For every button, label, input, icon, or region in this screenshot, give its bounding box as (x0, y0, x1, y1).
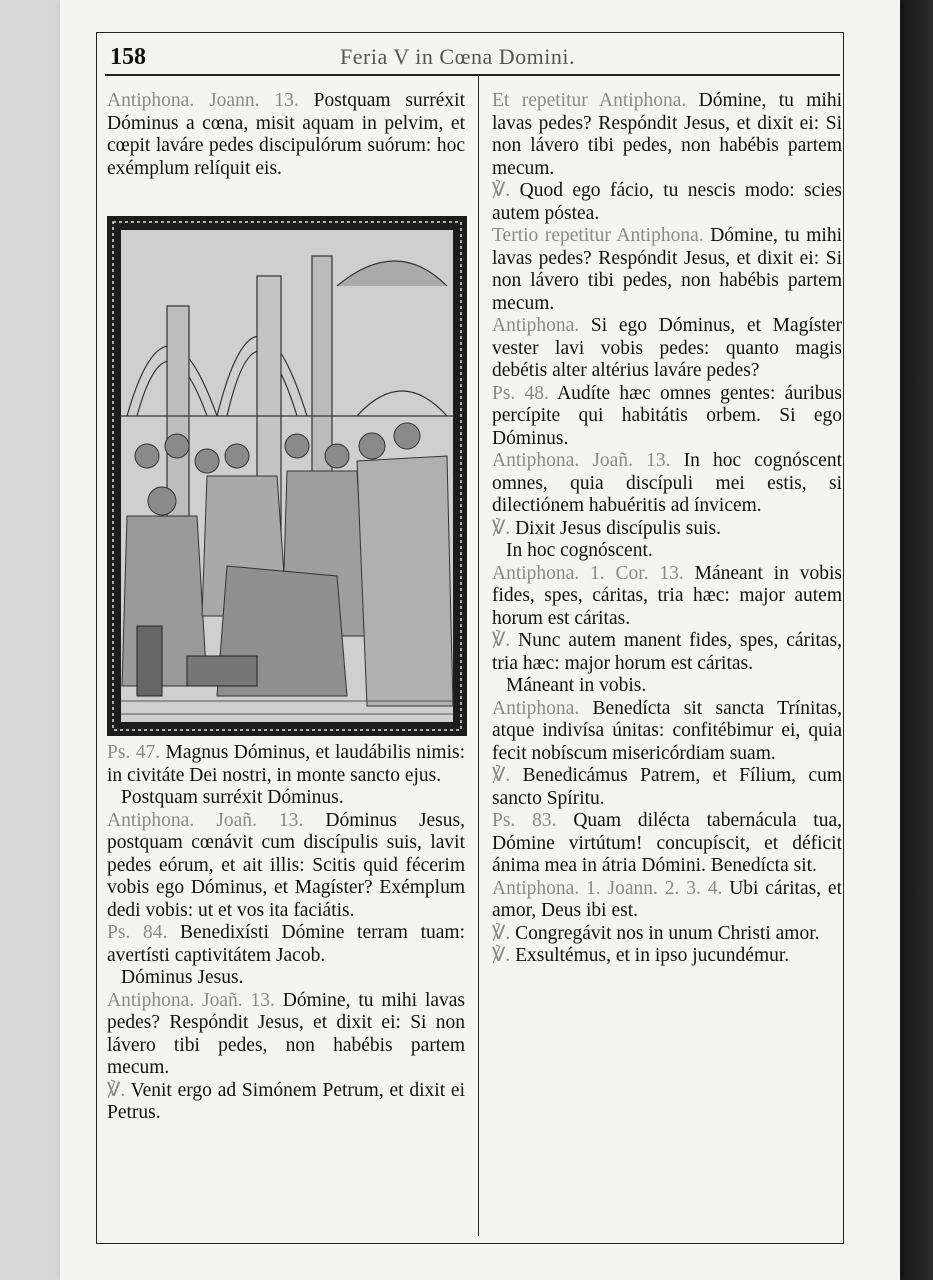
text-paragraph (492, 315, 842, 383)
paragraph-text: Exsultémus, et in ipso jucundémur. (515, 945, 790, 966)
header-rule (105, 74, 840, 76)
text-paragraph (107, 1080, 465, 1125)
rubric-label: Antiphona. Joañ. 13. (492, 450, 671, 471)
paragraph-text: Nunc autem manent fides, spes, cáritas, tria hæc: major horum est cáritas. (492, 630, 842, 674)
engraving-illustration (107, 216, 467, 736)
text-paragraph (107, 990, 465, 1080)
text-paragraph (107, 742, 465, 787)
text-paragraph (492, 698, 842, 766)
paragraph-text: Si ego Dóminus, et Magíster vester lavi vobis pedes: quanto magis debétis alter altérius laváre pedes? (492, 315, 842, 381)
page-number: 158 (110, 44, 146, 70)
rubric-label: Antiphona. 1. Cor. 13. (492, 562, 684, 584)
paragraph-text: Postquam surréxit Dóminus a cœna, misit aquam in pelvim, et cœpit laváre pedes discipulórum suórum: hoc exémplum relíquit eis. (107, 90, 465, 179)
text-paragraph (492, 945, 842, 968)
rubric-label: Antiphona. (492, 697, 580, 719)
paragraph-text: Quod ego fácio, tu nescis modo: scies autem póstea. (492, 180, 843, 224)
rubric-label: Antiphona. 1. Joann. 2. 3. 4. (492, 877, 723, 899)
text-paragraph (492, 518, 842, 541)
text-paragraph (492, 450, 842, 518)
rubric-label: Et repetitur Antiphona. (492, 90, 687, 111)
text-paragraph (492, 383, 842, 451)
paragraph-text: Venit ergo ad Simónem Petrum, et dixit ei Petrus. (107, 1079, 465, 1123)
rubric-label: Ps. 47. (107, 742, 161, 763)
paragraph-text: Postquam surréxit Dóminus. (121, 787, 344, 808)
paragraph-text: Ubi cáritas, et amor, Deus ibi est. (492, 877, 842, 921)
text-paragraph (492, 630, 842, 675)
foot-washing-engraving (107, 216, 467, 736)
left-column-bottom (107, 742, 465, 1125)
paragraph-text: Dixit Jesus discípulis suis. (515, 517, 721, 539)
paragraph-text: Dómine, tu mihi lavas pedes? Respóndit Jesus, et dixit ei: Si non lávero tibi pedes, non habébis partem mecum. (492, 90, 842, 179)
paragraph-text: Quam dilécta tabernácula tua, Dómine virtútum! concupíscit, et déficit ánima mea in átria Dómini. Benedícta sit. (492, 810, 842, 876)
paragraph-text: Benedicámus Patrem, et Fílium, cum sancto Spíritu. (492, 765, 842, 809)
text-paragraph (107, 90, 465, 180)
paragraph-text: Congregávit nos in unum Christi amor. (515, 922, 820, 944)
rubric-label: ℣. (492, 517, 511, 539)
paragraph-text: In hoc cognóscent. (506, 540, 653, 561)
text-paragraph (492, 675, 842, 698)
rubric-label: ℣. (107, 1079, 126, 1101)
rubric-label: ℣. (492, 765, 511, 786)
rubric-label: Antiphona. Joañ. 13. (107, 989, 275, 1011)
text-paragraph (492, 225, 842, 315)
paragraph-text: Dómine, tu mihi lavas pedes? Respóndit Jesus, et dixit ei: Si non lávero tibi pedes, non habébis partem mecum. (107, 989, 466, 1078)
text-paragraph (492, 923, 842, 946)
rubric-label: Ps. 48. (492, 382, 549, 404)
text-paragraph (492, 878, 842, 923)
page-header (110, 44, 838, 74)
right-column (492, 90, 842, 968)
text-paragraph (107, 922, 465, 967)
paragraph-text: Benedícta sit sancta Trínitas, atque indivísa únitas: confitébimur ei, quia fecit nobíscum misericórdiam suam. (492, 697, 842, 764)
rubric-label: Antiphona. Joañ. 13. (107, 809, 304, 831)
text-paragraph (492, 180, 842, 225)
paragraph-text: In hoc cognóscent omnes, quia discípuli mei estis, si dilectiónem habuéritis ad ínvicem. (492, 450, 842, 516)
paragraph-text: Máneant in vobis fides, spes, cáritas, tria hæc: major autem horum est cáritas. (492, 562, 842, 629)
running-title: Feria V in Cœna Domini. (340, 44, 575, 69)
rubric-label: Antiphona. (492, 315, 580, 336)
text-paragraph (107, 810, 465, 923)
text-paragraph (492, 540, 842, 563)
text-paragraph (492, 563, 842, 631)
text-paragraph (107, 967, 465, 990)
text-paragraph (492, 90, 842, 180)
rubric-label: ℣. (492, 630, 511, 651)
rubric-label: ℣. (492, 945, 511, 966)
rubric-label: ℣. (492, 922, 511, 944)
rubric-label: Tertio repetitur Antiphona. (492, 225, 704, 246)
rubric-label: ℣. (492, 180, 511, 201)
paragraph-text: Dóminus Jesus, postquam cœnávit cum discípulis suis, lavit pedes eórum, et ait illis: Scitis quid fécerim vobis ego Dóminus, et Magíster? Exémplum dedi vobis: ut et vos ita faciátis. (107, 809, 465, 921)
paragraph-text: Audíte hæc omnes gentes: áuribus percípite qui habitátis orbem. Si ego Dóminus. (492, 382, 842, 449)
rubric-label: Antiphona. Joann. 13. (107, 90, 299, 111)
rubric-label: Ps. 83. (492, 810, 557, 831)
paragraph-text: Magnus Dóminus, et laudábilis nimis: in civitáte Dei nostri, in monte sancto ejus. (107, 742, 465, 786)
paragraph-text: Máneant in vobis. (506, 675, 647, 696)
paragraph-text: Dómine, tu mihi lavas pedes? Respóndit Jesus, et dixit ei: Si non lávero tibi pedes, non habébis partem mecum. (492, 225, 842, 314)
text-paragraph (492, 810, 842, 878)
paragraph-text: Dóminus Jesus. (121, 967, 244, 988)
text-paragraph (107, 787, 465, 810)
column-divider (478, 76, 479, 1236)
paragraph-text: Benedixísti Dómine terram tuam: avertísti captivitátem Jacob. (107, 922, 465, 966)
text-paragraph (492, 765, 842, 810)
left-column-top (107, 90, 465, 180)
rubric-label: Ps. 84. (107, 922, 168, 943)
